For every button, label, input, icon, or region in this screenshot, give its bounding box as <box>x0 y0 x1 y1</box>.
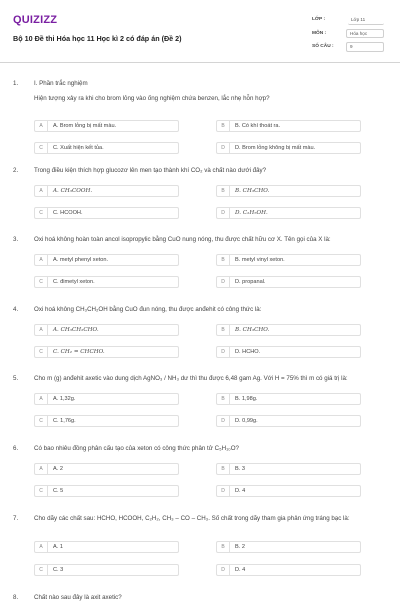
option-letter: D <box>217 277 230 287</box>
option-d[interactable] <box>216 207 361 219</box>
option-a[interactable] <box>34 254 179 266</box>
meta-row-subject <box>312 29 384 39</box>
option-c[interactable] <box>34 276 179 288</box>
question-number: 7. <box>13 515 19 522</box>
question-text: Cho dãy các chất sau: HCHO, HCOOH, C₂H₂, CH₃ – CO – CH₃. Số chất trong dãy tham gia phản ứng tráng bạc là: <box>34 515 350 522</box>
section-heading: I. Phần trắc nghiệm <box>34 80 88 87</box>
option-text: C. CH₂ = CHCHO. <box>53 348 105 355</box>
option-b[interactable] <box>216 185 361 197</box>
option-letter: A <box>35 255 48 265</box>
option-letter: D <box>217 208 230 218</box>
meta-value: Lớp 11 <box>348 16 384 25</box>
option-letter: C <box>35 208 48 218</box>
option-letter: C <box>35 565 48 575</box>
option-text: B. metyl vinyl xeton. <box>235 256 285 263</box>
question-text: Oxi hoá không hoàn toàn ancol isopropylic bằng CuO nung nóng, thu được chất hữu cơ X. Tên gọi của X là: <box>34 236 331 243</box>
option-text: B. 3 <box>235 465 245 472</box>
option-d[interactable] <box>216 276 361 288</box>
option-letter: B <box>217 542 230 552</box>
option-letter: A <box>35 325 48 335</box>
option-c[interactable] <box>34 207 179 219</box>
meta-row-count <box>312 42 384 52</box>
option-letter: C <box>35 277 48 287</box>
meta-row-class <box>312 16 384 25</box>
question-text: Oxi hoá không CH₃CH₂OH bằng CuO đun nóng, thu được anđehit có công thức là: <box>34 306 262 313</box>
meta-label: LỚP : <box>312 17 326 23</box>
option-letter: C <box>35 143 48 153</box>
option-text: A. 1 <box>53 543 63 550</box>
option-letter: B <box>217 464 230 474</box>
option-b[interactable] <box>216 254 361 266</box>
option-text: C. HCOOH. <box>53 209 83 216</box>
option-text: A. Brom lỏng bị mất màu. <box>53 122 117 129</box>
option-letter: D <box>217 416 230 426</box>
question-text: Trong điều kiện thích hợp glucozơ lên men tạo thành khí CO₂ và chất nào dưới đây? <box>34 167 267 174</box>
option-b[interactable] <box>216 120 361 132</box>
option-c[interactable] <box>34 346 179 358</box>
option-text: D. 4 <box>235 487 246 494</box>
option-a[interactable] <box>34 120 179 132</box>
meta-label: SỐ CÂU : <box>312 44 334 50</box>
question-text: Cho m (g) anđehit axetic vào dung dịch AgNO₃ / NH₃ dư thì thu được 6,48 gam Ag. Với H = 75% thì m có giá trị là: <box>34 375 348 382</box>
option-text: A. metyl phenyl xeton. <box>53 256 109 263</box>
option-letter: C <box>35 416 48 426</box>
question-number: 6. <box>13 445 19 452</box>
question-number: 4. <box>13 306 19 313</box>
option-letter: D <box>217 565 230 575</box>
option-text: B. 2 <box>235 543 245 550</box>
option-c[interactable] <box>34 415 179 427</box>
option-text: A. 1,32g. <box>53 395 76 402</box>
option-text: B. 1,98g. <box>235 395 258 402</box>
option-a[interactable] <box>34 393 179 405</box>
option-c[interactable] <box>34 485 179 497</box>
option-b[interactable] <box>216 393 361 405</box>
option-letter: B <box>217 121 230 131</box>
option-text: D. propanal. <box>235 278 266 285</box>
option-d[interactable] <box>216 346 361 358</box>
option-letter: B <box>217 394 230 404</box>
question-number: 1. <box>13 80 19 87</box>
option-d[interactable] <box>216 485 361 497</box>
option-text: A. 2 <box>53 465 63 472</box>
option-a[interactable] <box>34 185 179 197</box>
meta-label: MÔN : <box>312 30 327 36</box>
option-text: A. CH₃CH₂CHO. <box>53 326 99 333</box>
option-c[interactable] <box>34 564 179 576</box>
option-a[interactable] <box>34 541 179 553</box>
option-letter: D <box>217 347 230 357</box>
option-a[interactable] <box>34 324 179 336</box>
option-letter: C <box>35 347 48 357</box>
option-text: A. CH₃COOH. <box>53 187 93 194</box>
quizizz-logo: QUIZIZZ <box>13 14 58 26</box>
question-number: 5. <box>13 375 19 382</box>
question-number: 3. <box>13 236 19 243</box>
option-letter: D <box>217 143 230 153</box>
option-text: C. Xuất hiện kết tủa. <box>53 144 104 151</box>
option-letter: B <box>217 255 230 265</box>
option-a[interactable] <box>34 463 179 475</box>
option-b[interactable] <box>216 324 361 336</box>
option-text: D. HCHO. <box>235 348 261 355</box>
option-text: C. 3 <box>53 566 64 573</box>
option-text: D. 0,99g. <box>235 417 258 424</box>
worksheet-header <box>0 0 400 63</box>
option-text: B. CH₃CHO. <box>235 326 270 333</box>
option-d[interactable] <box>216 142 361 154</box>
option-letter: B <box>217 186 230 196</box>
worksheet-meta <box>312 16 384 56</box>
question-prompt: Hiện tượng xảy ra khi cho brom lỏng vào ống nghiệm chứa benzen, lắc nhẹ hỗn hợp? <box>34 94 270 102</box>
option-letter: A <box>35 542 48 552</box>
question-number: 2. <box>13 167 19 174</box>
option-letter: A <box>35 464 48 474</box>
option-c[interactable] <box>34 142 179 154</box>
option-text: C. 1,76g. <box>53 417 76 424</box>
page-title: Bộ 10 Đề thi Hóa học 11 Học kì 2 có đáp án (Đề 2) <box>13 34 182 43</box>
question-text: Chất nào sau đây là axit axetic? <box>34 594 122 601</box>
option-b[interactable] <box>216 541 361 553</box>
option-text: C. đimetyl xeton. <box>53 278 95 285</box>
option-text: B. Có khí thoát ra. <box>235 122 281 129</box>
option-letter: A <box>35 186 48 196</box>
question-number: 8. <box>13 594 19 601</box>
option-letter: D <box>217 486 230 496</box>
option-text: D. Brom lỏng không bị mất màu. <box>235 144 316 151</box>
option-text: B. CH₃CHO. <box>235 187 270 194</box>
meta-value: 9 <box>346 42 384 52</box>
option-letter: C <box>35 486 48 496</box>
option-text: C. 5 <box>53 487 64 494</box>
option-d[interactable] <box>216 564 361 576</box>
question-text <box>34 80 374 103</box>
option-letter: A <box>35 121 48 131</box>
meta-value: Hóa học <box>346 29 384 39</box>
option-letter: B <box>217 325 230 335</box>
option-b[interactable] <box>216 463 361 475</box>
option-d[interactable] <box>216 415 361 427</box>
option-letter: A <box>35 394 48 404</box>
option-text: D. C₂H₅OH. <box>235 209 268 216</box>
question-text: Có bao nhiêu đồng phân cấu tạo của xeton có công thức phân tử C₅H₁₀O? <box>34 445 239 452</box>
option-text: D. 4 <box>235 566 246 573</box>
